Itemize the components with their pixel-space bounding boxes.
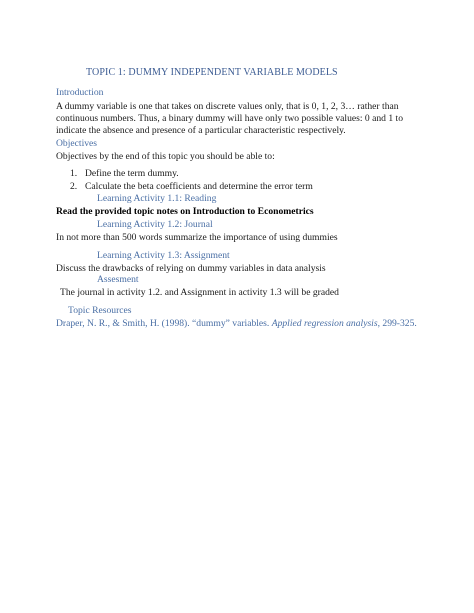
- assessment-text: The journal in activity 1.2. and Assignment in activity 1.3 will be graded: [60, 287, 339, 298]
- activity-1-text: Read the provided topic notes on Introduction to Econometrics: [56, 206, 314, 217]
- page-title: TOPIC 1: DUMMY INDEPENDENT VARIABLE MODELS: [86, 67, 338, 78]
- objective-number-1: 1.: [70, 168, 78, 179]
- introduction-line-3: indicate the absence and presence of a particular characteristic respectively.: [56, 125, 346, 136]
- objective-text-1: Define the term dummy.: [85, 168, 179, 179]
- activity-2-heading: Learning Activity 1.2: Journal: [97, 219, 213, 230]
- resources-citation: [56, 318, 417, 330]
- activity-3-heading: Learning Activity 1.3: Assignment: [97, 250, 230, 261]
- citation-source-title: Applied regression analysis: [271, 318, 378, 329]
- activity-2-text: In not more than 500 words summarize the importance of using dummies: [56, 232, 338, 243]
- introduction-line-2: continuous numbers. Thus, a binary dummy will have only two possible values: 0 and 1 to: [56, 113, 404, 124]
- introduction-line-1: A dummy variable is one that takes on discrete values only, that is 0, 1, 2, 3… rather than: [56, 101, 399, 112]
- assessment-heading: Assesment: [97, 274, 139, 285]
- resources-heading: Topic Resources: [68, 305, 132, 316]
- citation-pages: , 299-325.: [377, 318, 417, 329]
- objectives-heading: Objectives: [56, 138, 98, 149]
- activity-3-text: Discuss the drawbacks of relying on dummy variables in data analysis: [56, 263, 326, 274]
- objectives-intro: Objectives by the end of this topic you should be able to:: [56, 151, 275, 162]
- introduction-heading: Introduction: [56, 87, 104, 98]
- objective-text-2: Calculate the beta coefficients and determine the error term: [85, 181, 313, 192]
- citation-authors: Draper, N. R., & Smith, H. (1998). “dummy” variables.: [56, 318, 272, 329]
- objective-number-2: 2.: [70, 181, 78, 192]
- activity-1-heading: Learning Activity 1.1: Reading: [97, 193, 217, 204]
